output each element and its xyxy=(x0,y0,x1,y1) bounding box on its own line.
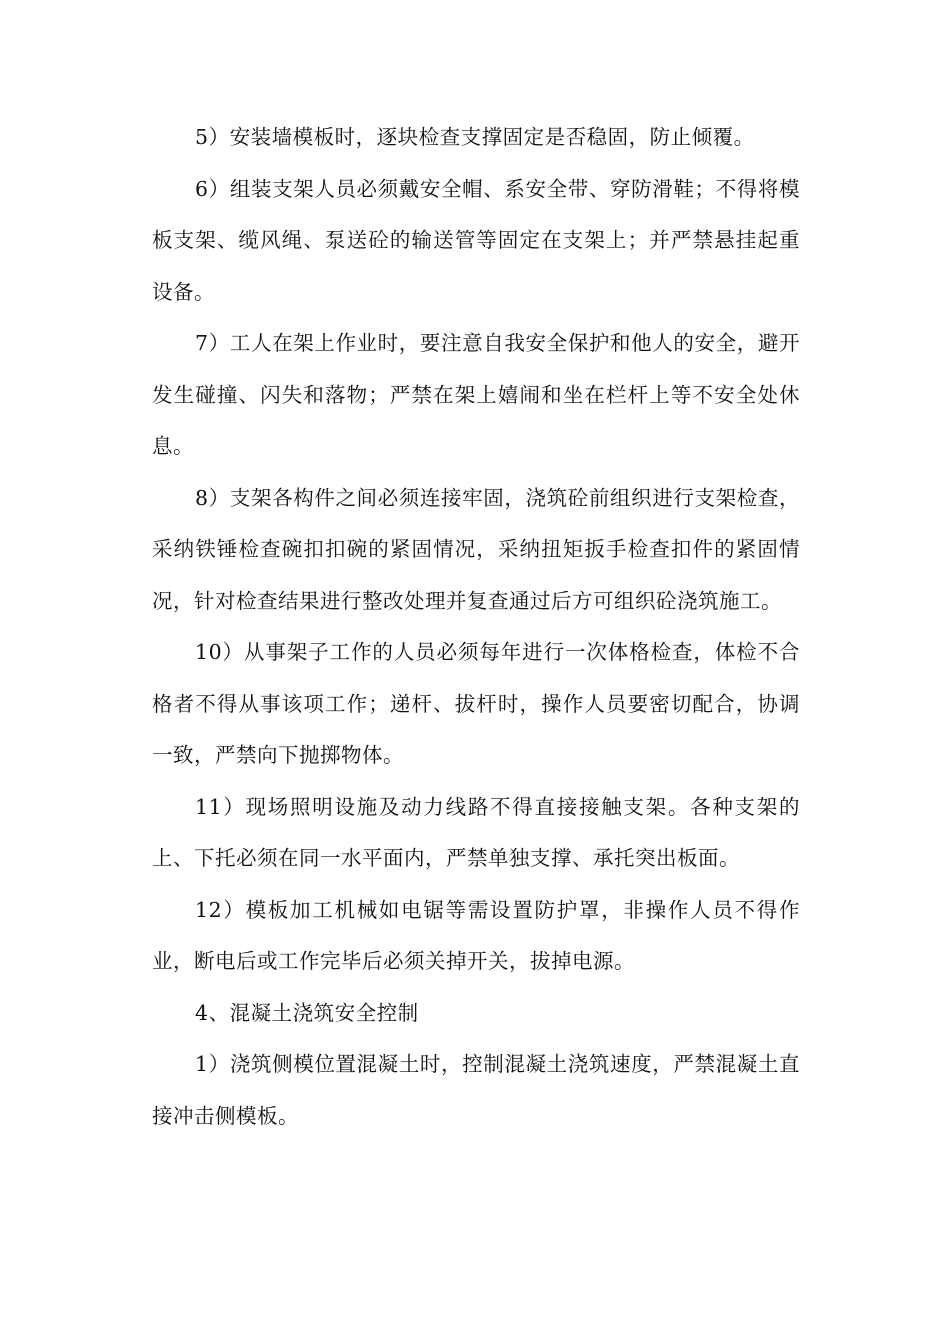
paragraph-item-1: 1）浇筑侧模位置混凝土时，控制混凝土浇筑速度，严禁混凝土直接冲击侧模板。 xyxy=(152,1052,800,1128)
paragraph-item-8: 8）支架各构件之间必须连接牢固，浇筑砼前组织进行支架检查，采纳铁锤检查碗扣扣碗的紧固情况，采纳扭矩扳手检查扣件的紧固情况，针对检查结果进行整改处理并复查通过后方可组织砼浇筑施工。 xyxy=(152,485,800,613)
document-body xyxy=(152,112,800,1142)
paragraph-item-12: 12）模板加工机械如电锯等需设置防护罩，非操作人员不得作业，断电后或工作完毕后必须关掉开关，拔掉电源。 xyxy=(152,897,800,973)
paragraph-item-11: 11）现场照明设施及动力线路不得直接接触支架。各种支架的上、下托必须在同一水平面内，严禁单独支撑、承托突出板面。 xyxy=(152,794,800,870)
paragraph-item-5: 5）安装墙模板时，逐块检查支撑固定是否稳固，防止倾覆。 xyxy=(195,125,755,149)
paragraph-item-7: 7）工人在架上作业时，要注意自我安全保护和他人的安全，避开发生碰撞、闪失和落物；严禁在架上嬉闹和坐在栏杆上等不安全处休息。 xyxy=(152,331,800,458)
paragraph-item-10: 10）从事架子工作的人员必须每年进行一次体格检查，体检不合格者不得从事该项工作；递杆、拔杆时，操作人员要密切配合，协调一致，严禁向下抛掷物体。 xyxy=(152,640,800,767)
paragraph-item-6: 6）组装支架人员必须戴安全帽、系安全带、穿防滑鞋；不得将模板支架、缆风绳、泵送砼的输送管等固定在支架上；并严禁悬挂起重设备。 xyxy=(152,176,800,304)
section-heading-concrete-pouring: 4、混凝土浇筑安全控制 xyxy=(195,1000,419,1025)
